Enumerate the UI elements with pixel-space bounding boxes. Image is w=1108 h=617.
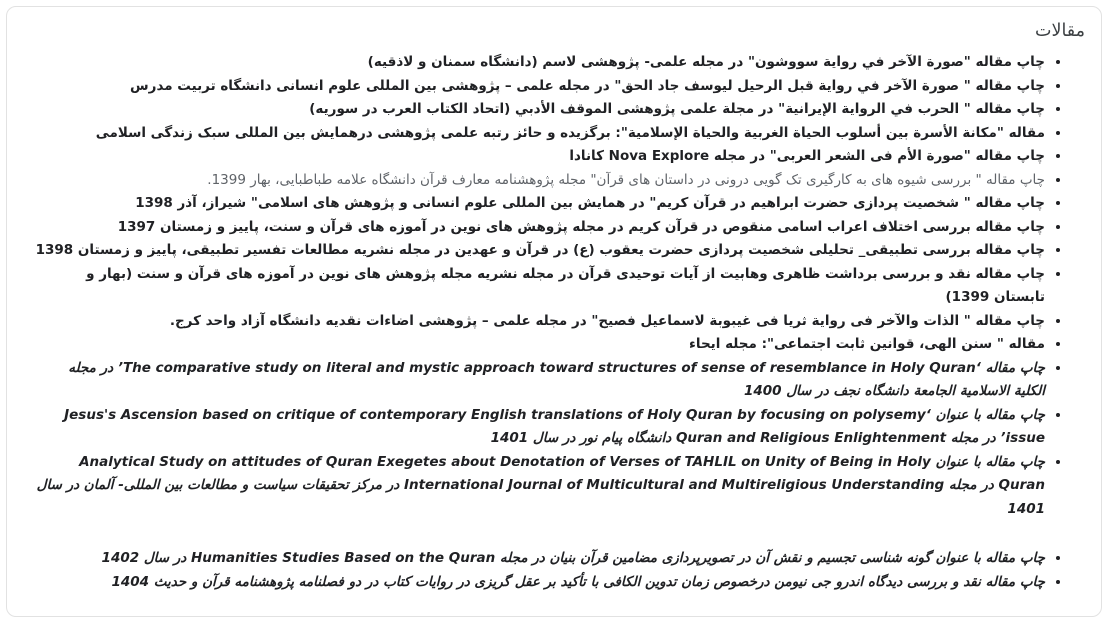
- article-list-item: • مقاله " سنن الهی، قوانین ثابت اجتماعی": مجله ایحاء: [33, 333, 1045, 357]
- article-list-item: • چاپ مقاله نقد و بررسی برداشت ظاهری وهابیت از آیات توحیدی قرآن در مجله نشریه مجله پژوهش های نوین در آموزه های قرآن و سنت (بهار و تابستان 1399): [33, 263, 1045, 310]
- article-list-item: • چاپ مقاله با عنوان ‘Jesus's Ascension based on critique of contemporary English translations of Holy Quran by focusing on polysemy issue’ در مجله Quran and Religious Enlightenment دانشگاه پیام نور در سال 1401: [33, 404, 1045, 451]
- page-title: مقالات: [1034, 21, 1085, 41]
- article-list-item: • چاپ مقاله " شخصیت پردازی حضرت ابراهیم در قرآن کریم" در همایش بین المللی علوم انسانی و پژوهش های اسلامی" شیراز، آذر 1398: [33, 192, 1045, 216]
- article-list-item: • چاپ مقاله نقد و بررسی دیدگاه اندرو جی نیومن درخصوص زمان تدوین الکافی با تأکید بر عقل گریزی در روایات کتاب در دو فصلنامه پژوهشنامه قرآن و حدیث 1404: [33, 571, 1045, 595]
- article-list-item: • چاپ مقاله بررسی اختلاف اعراب اسامی منقوص در قرآن کریم در مجله پژوهش های نوین در آموزه های قرآن و سنت، پاییز و زمستان 1397: [33, 216, 1045, 240]
- article-list-item: • چاپ مقاله " الذات والآخر فی روایة ثریا فی غیبوبة لاسماعیل فصیح" در مجله علمی – پژوهشی اضاءات نقدیه دانشگاه آزاد واحد کرج.: [33, 310, 1045, 334]
- article-list-item: • چاپ مقاله "صورة الآخر في رواية سووشون" در مجله علمی- پژوهشی لاسم (دانشگاه سمنان و لاذقیه): [33, 51, 1045, 75]
- article-list-item: • چاپ مقاله " بررسی شیوه های به کارگیری تک گویی درونی در داستان های قرآن" مجله پژوهشنامه معارف قرآن دانشگاه علامه طباطبایی، بهار 1399.: [33, 169, 1045, 193]
- article-list-item: • چاپ مقاله " صورة الآخر في رواية قبل الرحيل ليوسف جاد الحق" در مجله علمی – پژوهشی بین المللی علوم انسانی دانشگاه تربیت مدرس: [33, 75, 1045, 99]
- article-list-item: • چاپ مقاله با عنوان گونه شناسی تجسیم و نقش آن در تصویرپردازی مضامین قرآن بنیان در مجله Humanities Studies Based on the Quran در سال 1402: [33, 547, 1045, 571]
- article-list-item: • چاپ مقاله بررسی تطبیقی_ تحلیلی شخصیت پردازی حضرت یعقوب (ع) در قرآن و عهدین در مجله نشریه مطالعات تفسیر تطبیقی، پاییز و زمستان 1398: [33, 239, 1045, 263]
- articles-list: [23, 51, 1085, 594]
- article-list-item: • چاپ مقاله با عنوان Analytical Study on attitudes of Quran Exegetes about Denotation of Verses of TAHLIL on Unity of Being in Holy Quran در مجله International Journal of Multicultural and Multireligious Understanding در مرکز تحقیقات سیاست و مطالعات بین المللی- آلمان در سال 1401: [33, 451, 1045, 522]
- article-list-item: • چاپ مقاله " الحرب في الرواية الإيرانية" در مجلة علمی پژوهشی الموقف الأدبي (اتحاد الكتاب العرب در سوريه): [33, 98, 1045, 122]
- article-list-item: • چاپ مقاله ‘The comparative study on literal and mystic approach toward structures of sense of resemblance in Holy Quran’ در مجله الكلية الاسلامية الجامعة دانشگاه نجف در سال 1400: [33, 357, 1045, 404]
- articles-card: [6, 6, 1102, 617]
- article-list-item: • چاپ مقاله "صورة الأم فی الشعر العربی" در مجله Nova Explore کانادا: [33, 145, 1045, 169]
- article-list-item: • مقاله "مكانة الأسرة بين أسلوب الحياة الغربية والحياة الإسلامية": برگزیده و حائز رتبه علمی پژوهشی درهمایش بین المللی سبک زندگی اسلامی: [33, 122, 1045, 146]
